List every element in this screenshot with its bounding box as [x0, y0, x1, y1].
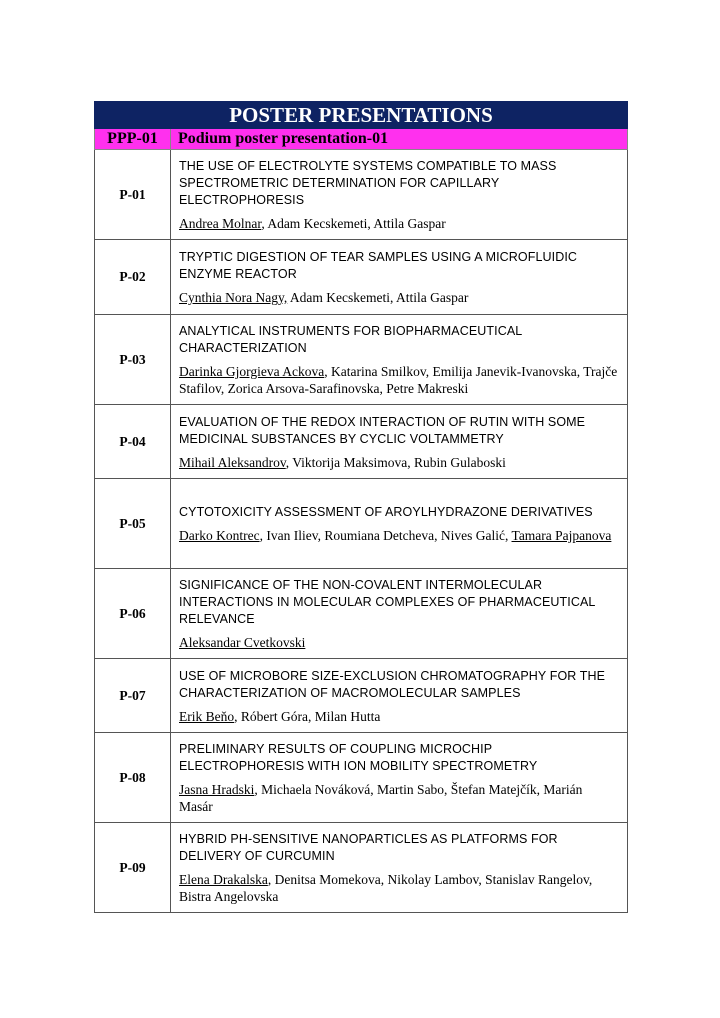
presenting-author: Erik Beňo [179, 708, 235, 724]
poster-authors [179, 289, 619, 306]
poster-authors [179, 363, 619, 397]
co-authors: , Viktorija Maksimova, Rubin Gulaboski [285, 454, 506, 470]
poster-row [95, 823, 628, 913]
poster-code: P-04 [95, 405, 171, 479]
poster-code: P-08 [95, 733, 171, 823]
presenting-author: Andrea Molnar [179, 216, 262, 231]
poster-title: TRYPTIC DIGESTION OF TEAR SAMPLES USING A MICROFLUIDIC ENZYME REACTOR [179, 250, 578, 281]
poster-title: EVALUATION OF THE REDOX INTERACTION OF RUTIN WITH SOME MEDICINAL SUBSTANCES BY CYCLIC VOLTAMMETRY [179, 414, 586, 446]
poster-row [95, 659, 628, 733]
poster-authors [179, 708, 619, 725]
session-name: Podium poster presentation-01 [171, 129, 628, 150]
poster-title: SIGNIFICANCE OF THE NON-COVALENT INTERMOLECULAR INTERACTIONS IN MOLECULAR COMPLEXES OF PHARMACEUTICAL RELEVANCE [179, 578, 596, 626]
presenting-author: Aleksandar Cvetkovski [179, 635, 306, 650]
poster-title: PRELIMINARY RESULTS OF COUPLING MICROCHIP ELECTROPHORESIS WITH ION MOBILITY SPECTROMETRY [179, 742, 538, 773]
presenting-author: Darinka Gjorgieva Ackova [179, 364, 325, 379]
poster-authors [179, 871, 619, 905]
poster-row [95, 240, 628, 315]
poster-table [94, 101, 628, 913]
co-authors: , Adam Kecskemeti, Attila Gaspar [261, 216, 446, 231]
poster-row [95, 569, 628, 659]
poster-title: THE USE OF ELECTROLYTE SYSTEMS COMPATIBLE TO MASS SPECTROMETRIC DETERMINATION FOR CAPILLARY ELECTROPHORESIS [179, 159, 557, 207]
co-authors: , Katarina Smilkov, Emilija Janevik-Ivanovska, Trajče Stafilov, Zorica Arsova-Sarafinovska, Petre Makreski [179, 364, 618, 396]
title-row [95, 102, 628, 129]
poster-authors [179, 781, 619, 815]
presenting-author: Elena Drakalska [179, 872, 268, 887]
co-authors: , Denitsa Momekova, Nikolay Lambov, Stanislav Rangelov, Bistra Angelovska [179, 872, 593, 904]
poster-code: P-06 [95, 569, 171, 659]
program-page [94, 101, 628, 913]
poster-code: P-03 [95, 315, 171, 405]
presenting-author: Cynthia Nora Nagy, [179, 290, 288, 305]
poster-code: P-09 [95, 823, 171, 913]
poster-authors [179, 634, 619, 651]
session-row [95, 129, 628, 150]
poster-authors [179, 454, 619, 471]
poster-row [95, 479, 628, 569]
poster-row [95, 405, 628, 479]
poster-title: CYTOTOXICITY ASSESSMENT OF AROYLHYDRAZONE DERIVATIVES [179, 505, 593, 519]
poster-code: P-07 [95, 659, 171, 733]
co-authors: , Ivan Iliev, Roumiana Detcheva, Nives Galić, [259, 528, 512, 543]
poster-title: ANALYTICAL INSTRUMENTS FOR BIOPHARMACEUTICAL CHARACTERIZATION [179, 324, 522, 355]
poster-code: P-02 [95, 240, 171, 315]
poster-title: HYBRID PH-SENSITIVE NANOPARTICLES AS PLATFORMS FOR DELIVERY OF CURCUMIN [179, 832, 558, 863]
co-authors: , Michaela Nováková, Martin Sabo, Štefan Matejčík, Marián Masár [179, 782, 583, 814]
poster-row [95, 315, 628, 405]
presenting-author: Darko Kontrec [179, 528, 260, 543]
poster-title: USE OF MICROBORE SIZE-EXCLUSION CHROMATOGRAPHY FOR THE CHARACTERIZATION OF MACROMOLECULAR SAMPLES [179, 668, 606, 700]
co-authors: Adam Kecskemeti, Attila Gaspar [287, 290, 469, 305]
session-code: PPP-01 [95, 129, 171, 150]
poster-code: P-01 [95, 150, 171, 240]
poster-row [95, 150, 628, 240]
poster-code: P-05 [95, 479, 171, 569]
poster-authors [179, 215, 619, 232]
poster-authors [179, 527, 619, 544]
poster-row [95, 733, 628, 823]
section-title: POSTER PRESENTATIONS [95, 102, 628, 129]
presenting-author: Mihail Aleksandrov [179, 454, 286, 470]
co-authors: , Róbert Góra, Milan Hutta [234, 708, 381, 724]
presenting-author: Jasna Hradski [179, 782, 255, 797]
presenting-author-2: Tamara Pajpanova [511, 528, 612, 543]
